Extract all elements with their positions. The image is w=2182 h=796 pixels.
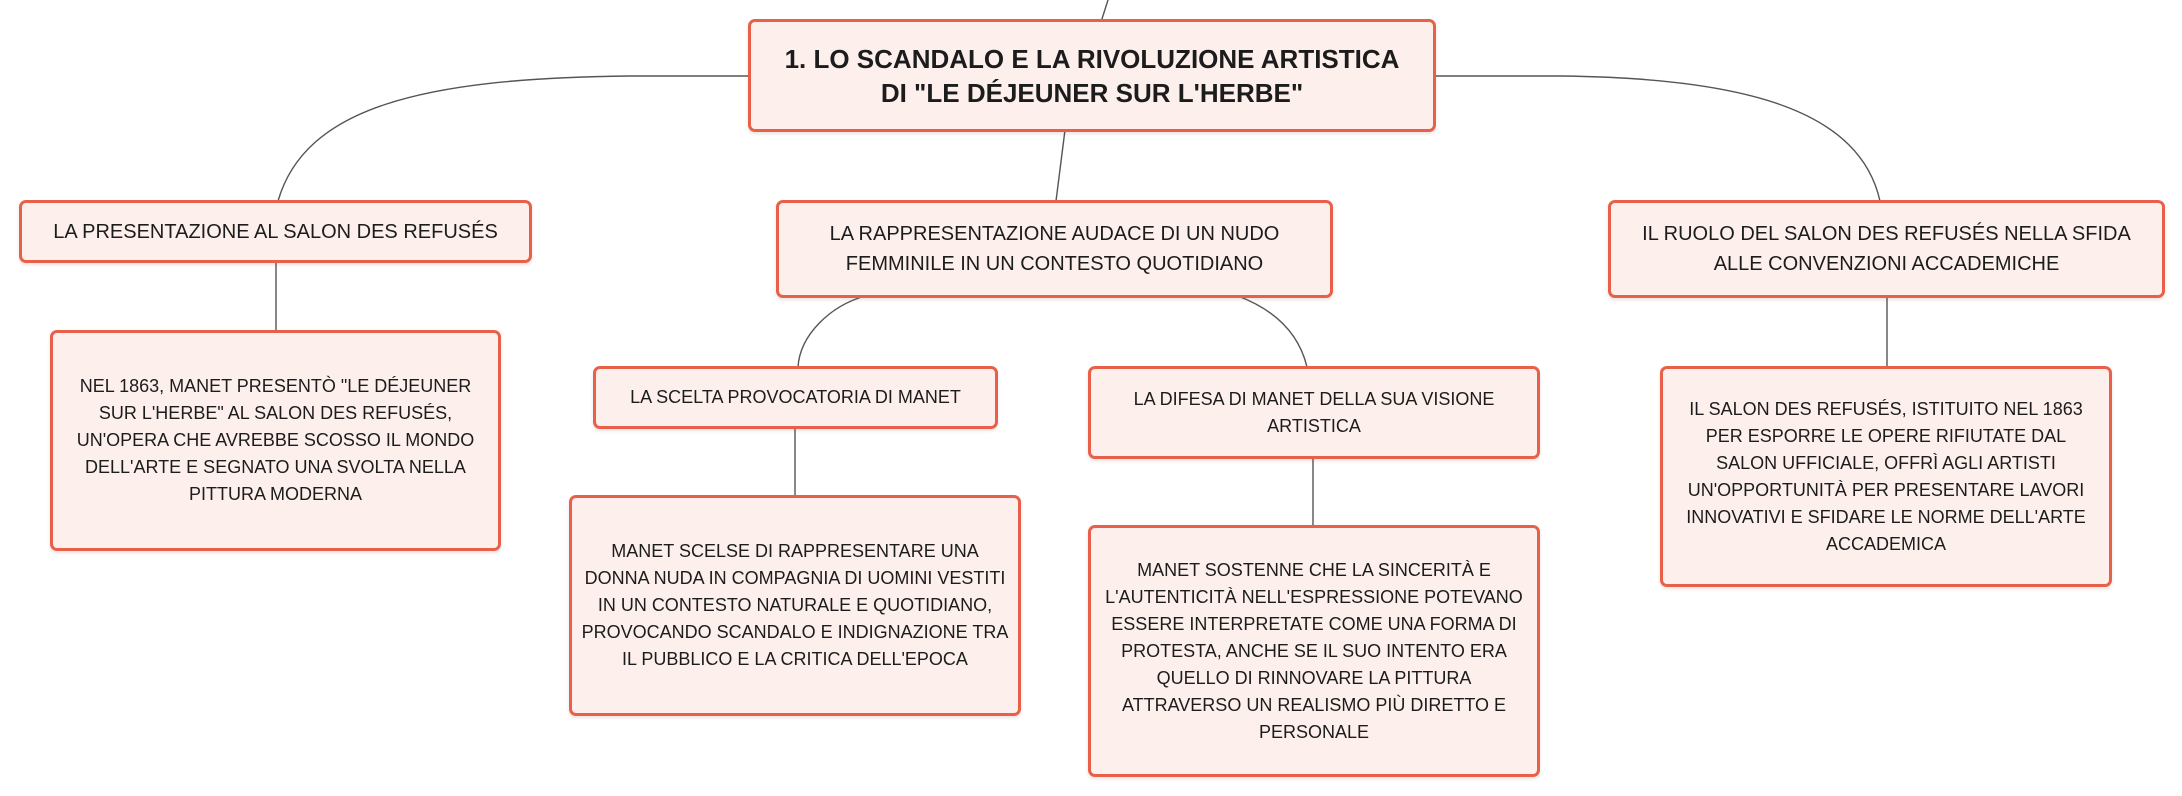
connector-center-to-sub-right: [1238, 296, 1307, 367]
connector-center-to-sub-left: [798, 296, 865, 367]
connector-root-to-center: [1056, 130, 1065, 201]
detail-text-ruolo: IL SALON DES REFUSÉS, ISTITUITO NEL 1863 PER ESPORRE LE OPERE RIFIUTATE DAL SALON UFFICIALE, OFFRÌ AGLI ARTISTI UN'OPPORTUNITÀ PER PRESENTARE LAVORI INNOVATIVI E SFIDARE LE NORME DELL'ARTE ACCADEMICA: [1686, 398, 2086, 554]
topic-label-presentazione: LA PRESENTAZIONE AL SALON DES REFUSÉS: [53, 220, 498, 243]
detail-text-presentazione: NEL 1863, MANET PRESENTÒ "LE DÉJEUNER SUR L'HERBE" AL SALON DES REFUSÉS, UN'OPERA CHE AVREBBE SCOSSO IL MONDO DELL'ARTE E SEGNATO UNA SVOLTA NELLA PITTURA MODERNA: [76, 376, 475, 504]
detail-text-difesa: MANET SOSTENNE CHE LA SINCERITÀ E L'AUTENTICITÀ NELL'ESPRESSIONE POTEVANO ESSERE INTERPRETATE COME UNA FORMA DI PROTESTA, ANCHE SE IL SUO INTENTO ERA QUELLO DI RINNOVARE LA PITTURA ATTRAVERSO UN REALISMO PIÙ DIRETTO E PERSONALE: [1105, 559, 1523, 742]
subtopic-node-difesa[interactable]: [1088, 366, 1540, 459]
topic-label-ruolo: IL RUOLO DEL SALON DES REFUSÉS NELLA SFIDA ALLE CONVENZIONI ACCADEMICHE: [1642, 223, 2131, 275]
connector-root-to-left: [278, 76, 752, 201]
detail-node-scelta[interactable]: [569, 495, 1021, 716]
topic-node-rappresentazione[interactable]: [776, 200, 1333, 298]
topic-label-rappresentazione: LA RAPPRESENTAZIONE AUDACE DI UN NUDO FEMMINILE IN UN CONTESTO QUOTIDIANO: [829, 223, 1280, 275]
subtopic-node-scelta[interactable]: [593, 366, 998, 429]
subtopic-label-scelta: LA SCELTA PROVOCATORIA DI MANET: [630, 387, 961, 407]
detail-node-ruolo[interactable]: [1660, 366, 2112, 587]
central-topic-label: 1. LO SCANDALO E LA RIVOLUZIONE ARTISTICA DI "LE DÉJEUNER SUR L'HERBE": [784, 43, 1400, 108]
central-topic-node[interactable]: [748, 19, 1436, 132]
topic-node-ruolo[interactable]: [1608, 200, 2165, 298]
detail-node-presentazione[interactable]: [50, 330, 501, 551]
subtopic-label-difesa: LA DIFESA DI MANET DELLA SUA VISIONE ARTISTICA: [1133, 388, 1495, 436]
detail-node-difesa[interactable]: [1088, 525, 1540, 777]
topic-node-presentazione[interactable]: [19, 200, 532, 263]
detail-text-scelta: MANET SCELSE DI RAPPRESENTARE UNA DONNA NUDA IN COMPAGNIA DI UOMINI VESTITI IN UN CONTESTO NATURALE E QUOTIDIANO, PROVOCANDO SCANDALO E INDIGNAZIONE TRA IL PUBBLICO E LA CRITICA DELL'EPOCA: [581, 541, 1009, 669]
connector-root-to-right: [1434, 76, 1880, 201]
